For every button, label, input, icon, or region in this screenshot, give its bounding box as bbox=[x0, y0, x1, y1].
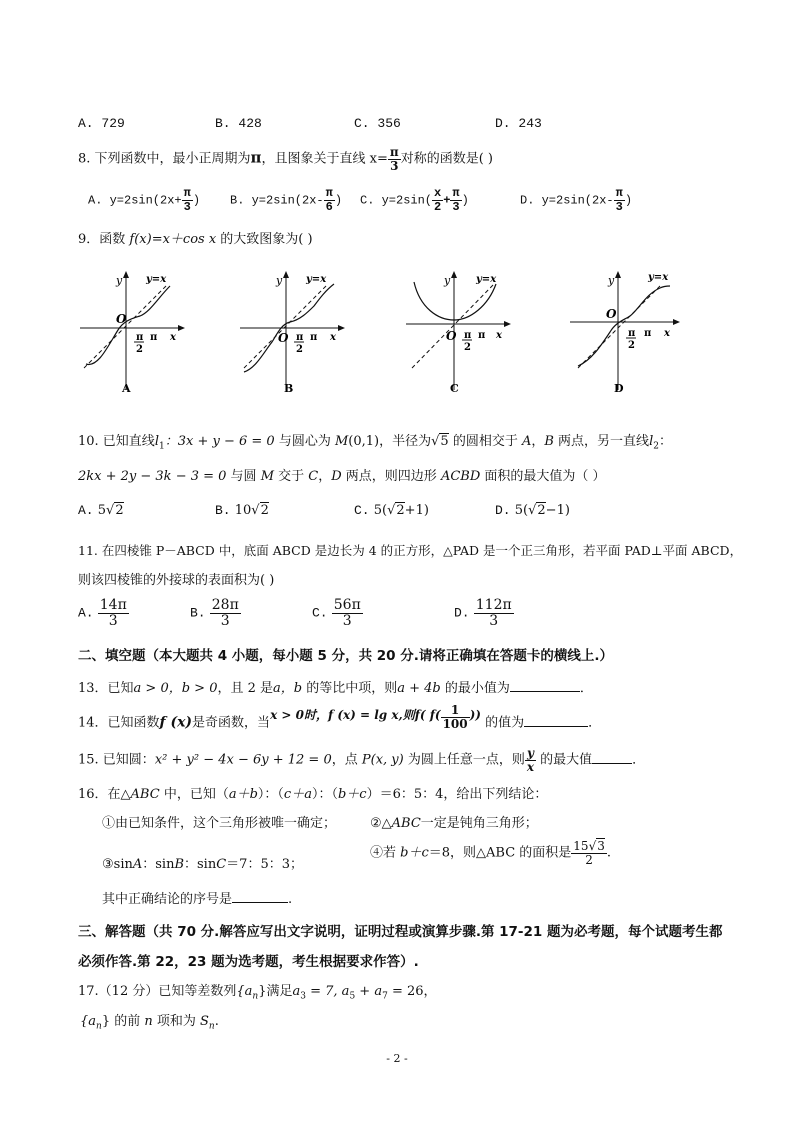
q11-option-b: B. $\frac{28\pi}{3}$ bbox=[190, 597, 239, 629]
pi-label: π bbox=[310, 332, 318, 343]
graph-label-b: B bbox=[284, 382, 294, 395]
q8-option-d: D. y=2sin(2x- $\frac{\pi}{3}$ ) bbox=[520, 186, 633, 214]
q16-answer-blank[interactable] bbox=[232, 902, 288, 903]
q9-graph-c bbox=[404, 268, 514, 398]
y-axis-label: y bbox=[116, 274, 123, 287]
q8-option-b: B. y=2sin(2x- $\frac{\pi}{6}$ ) bbox=[230, 186, 343, 214]
origin-label: O bbox=[606, 307, 617, 321]
q16-line1: 16．在△ABC 中，已知（a＋b）：（c＋a）：（b＋c）＝6：5：4，给出下列结论： bbox=[78, 787, 548, 802]
pi2-den: 2 bbox=[136, 344, 143, 355]
y-axis-label: y bbox=[444, 274, 451, 287]
q15: 15. 已知圆：x² + y² − 4x − 6y + 12 = 0，点 P(x, y) 为圆上任意一点，则 $\frac{y}{x}$ 的最大值 ． bbox=[78, 746, 646, 774]
pi2-num: π bbox=[464, 330, 472, 341]
pi-label: π bbox=[478, 330, 486, 341]
section-2-heading: 二、填空题（本大题共 4 小题，每小题 5 分，共 20 分.请将正确填在答题卡的横线上.） bbox=[78, 648, 614, 664]
origin-label: O bbox=[116, 312, 127, 326]
q7-option-c: C. 356 bbox=[354, 116, 401, 131]
q11-option-a: A. $\frac{14\pi}{3}$ bbox=[78, 597, 127, 629]
graph-label-a: A bbox=[122, 382, 131, 395]
q13-answer-blank[interactable] bbox=[510, 691, 580, 692]
q16-conclusion: 其中正确结论的序号是 . bbox=[102, 892, 293, 907]
q8-option-c: C. y=2sin( $\frac{x}{2}$ + $\frac{\pi}{3}$ ) bbox=[360, 186, 469, 214]
pi2-den: 2 bbox=[464, 342, 471, 353]
q8-option-a: A. y=2sin(2x+ $\frac{\pi}{3}$ ) bbox=[88, 186, 201, 214]
line-label: y=x bbox=[146, 274, 167, 285]
line-label: y=x bbox=[648, 272, 669, 283]
pi-label: π bbox=[644, 328, 652, 339]
q10-line1: 10. 已知直线$l_1$：3x + y − 6 = 0 与圆心为 M(0,1)，半径为√5 的圆相交于 A，B 两点，另一直线$l_2$： bbox=[78, 434, 672, 452]
q8-stem: 8. 下列函数中，最小正周期为π，且图象关于直线 x= $\frac{\pi}{3}$ 对称的函数是( ) bbox=[78, 145, 493, 173]
q16-item2: ②△ABC一定是钝角三角形； bbox=[370, 816, 538, 831]
graph-label-d: D bbox=[614, 382, 624, 395]
line-label: y=x bbox=[306, 274, 327, 285]
q10-option-b: B. 10√2 bbox=[215, 503, 269, 518]
pi2-den: 2 bbox=[628, 340, 635, 351]
q16-item1: ①由已知条件，这个三角形被唯一确定； bbox=[102, 816, 337, 831]
pi2-num: π bbox=[296, 332, 304, 343]
y-axis-label: y bbox=[608, 274, 615, 287]
q16-item3: ③sinA：sinB：sinC＝7：5：3； bbox=[102, 857, 303, 872]
pi-label: π bbox=[150, 332, 158, 343]
q17-line1: 17.（12 分）已知等差数列$\{a_n\}$满足$a_3 = 7$, $a_5 + a_7 = 26$， bbox=[78, 984, 437, 1002]
section-3-heading-line1: 三、解答题（共 70 分.解答应写出文字说明，证明过程或演算步骤.第 17-21 题为必考题，每个试题考生都 bbox=[78, 924, 723, 940]
q7-option-b: B. 428 bbox=[215, 116, 262, 131]
q11-line2: 则该四棱锥的外接球的表面积为( ) bbox=[78, 573, 275, 588]
q14: 14．已知函数f (x)是奇函数，当x > 0时，f (x) = lg x,则f( f( $\frac{1}{100}$ )) 的值为 ． bbox=[78, 703, 602, 731]
pi2-den: 2 bbox=[296, 344, 303, 355]
q15-answer-blank[interactable] bbox=[592, 763, 632, 764]
q11-option-c: C. $\frac{56\pi}{3}$ bbox=[312, 597, 361, 629]
page-number: - 2 - bbox=[386, 1052, 408, 1065]
pi2-num: π bbox=[136, 332, 144, 343]
q10-option-c: C. 5(√2+1) bbox=[354, 503, 429, 518]
q11-option-d: D. $\frac{112\pi}{3}$ bbox=[454, 597, 512, 629]
line-label: y=x bbox=[476, 274, 497, 285]
q10-option-a: A. 5√2 bbox=[78, 503, 124, 518]
q16-item4: ④若 b＋c＝8，则△ABC 的面积是 $\frac{15√3}{2}$ . bbox=[370, 839, 611, 867]
q7-option-d: D. 243 bbox=[495, 116, 542, 131]
q17-line2: $\{a_n\}$ 的前 n 项和为 $S_n$. bbox=[80, 1014, 219, 1032]
q9-graph-b bbox=[238, 268, 348, 398]
q7-option-a: A. 729 bbox=[78, 116, 125, 131]
x-axis-label: x bbox=[496, 330, 502, 341]
y-axis-label: y bbox=[276, 274, 283, 287]
graph-label-c: C bbox=[450, 382, 459, 395]
pi2-num: π bbox=[628, 328, 636, 339]
q11-line1: 11. 在四棱锥 P－ABCD 中，底面 ABCD 是边长为 4 的正方形，△PAD 是一个正三角形，若平面 PAD⊥平面 ABCD， bbox=[78, 543, 743, 558]
q10-line2: 2kx + 2y − 3k − 3 = 0 与圆 M 交于 C，D 两点，则四边形 ACBD 面积的最大值为（ ） bbox=[78, 469, 606, 484]
q9-graph-a bbox=[78, 268, 188, 398]
origin-label: O bbox=[446, 329, 457, 343]
q9-graph-d bbox=[568, 268, 684, 398]
q9-stem: 9．函数 f(x)=x＋cos x 的大致图象为( ) bbox=[78, 232, 313, 247]
x-axis-label: x bbox=[664, 328, 670, 339]
q10-option-d: D. 5(√2−1) bbox=[495, 503, 570, 518]
x-axis-label: x bbox=[170, 332, 176, 343]
origin-label: O bbox=[278, 331, 289, 345]
section-3-heading-line2: 必须作答.第 22，23 题为选考题，考生根据要求作答）. bbox=[78, 954, 419, 970]
q13: 13．已知a > 0，b > 0，且 2 是a，b 的等比中项，则a + 4b 的最小值为 ． bbox=[78, 681, 593, 696]
x-axis-label: x bbox=[330, 332, 336, 343]
q14-answer-blank[interactable] bbox=[524, 726, 588, 727]
